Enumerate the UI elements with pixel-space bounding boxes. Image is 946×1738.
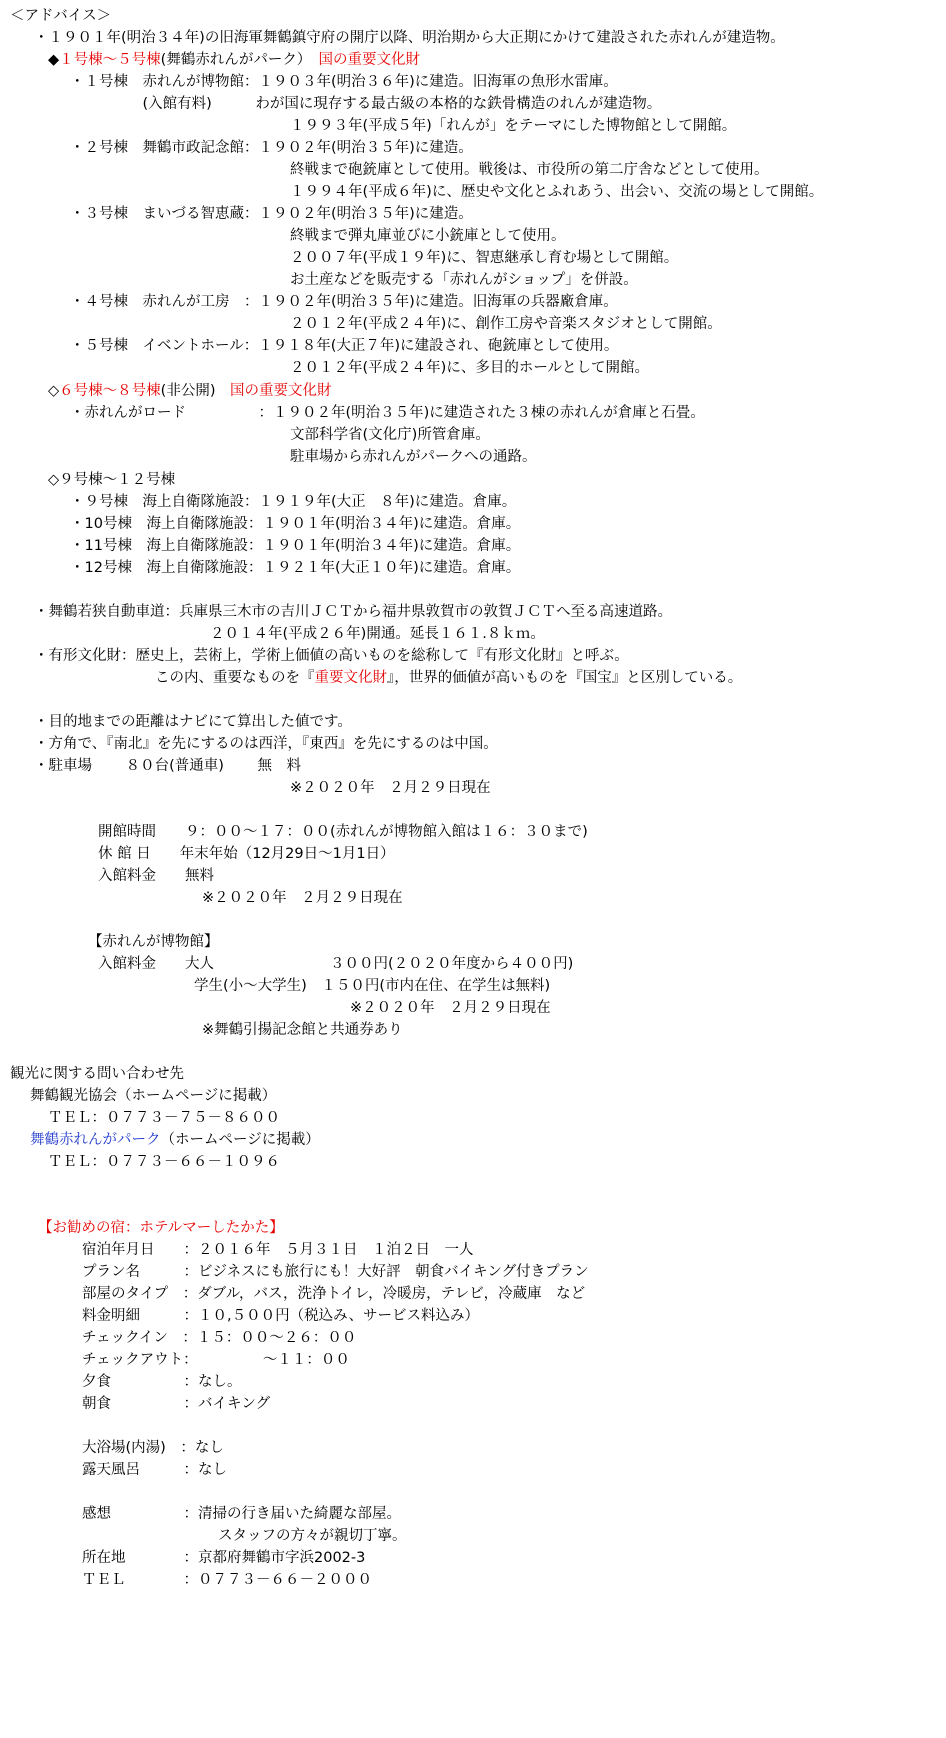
hotel-stay-date [82,1240,474,1260]
museum-heading-segment-0: 【赤れんが博物館】 [88,934,219,950]
parking-line1-segment-0: ・駐車場 ８０台(普通車) 無 料 [34,758,302,774]
building-1-line1 [70,72,618,92]
building-9-segment-0: ・９号棟 海上自衛隊施設：１９１９年(大正 ８年)に建造。倉庫。 [70,494,517,510]
heading-advice-segment-0: ＜アドバイス＞ [10,8,112,24]
red-brick-road-line1 [70,403,705,423]
hotel-outdoor-bath-segment-0: 露天風呂 ：なし [82,1462,227,1478]
building-2-line1 [70,138,473,158]
admission-fee-segment-0: 入館料金 無料 [98,868,214,884]
museum-heading [88,932,219,952]
hotel-dinner [82,1372,242,1392]
hotel-plan-segment-0: プラン名 ：ビジネスにも旅行にも！大好評 朝食バイキング付きプラン [82,1264,589,1280]
closed-days-segment-0: 休 館 日 年末年始（12月29日～1月1日） [98,846,395,862]
hotel-price [82,1306,479,1326]
opening-hours [98,822,588,842]
tangible-property-line2-segment-0: この内、重要なものを『 [155,670,315,686]
hotel-heading-segment-0: 【お勧めの宿：ホテルマーしたかた】 [38,1220,284,1236]
parking-line2-segment-0: ※２０２０年 ２月２９日現在 [290,780,491,796]
parking-line1 [34,756,301,776]
building-5-line1-segment-0: ・５号棟 イベントホール：１９１８年(大正７年)に建設され、砲銃庫として使用。 [70,338,619,354]
tourism-association-segment-0: 舞鶴観光協会（ホームページに掲載） [30,1088,277,1104]
hotel-impression-line2-segment-0: スタッフの方々が親切丁寧。 [218,1528,407,1544]
hotel-heading [38,1218,284,1238]
building-3-line4 [290,270,638,290]
hotel-room-type-segment-0: 部屋のタイプ ：ダブル，バス，洗浄トイレ，冷暖房，テレビ，冷蔵庫 など [82,1286,586,1302]
hotel-room-type [82,1284,585,1304]
tangible-property-line2-segment-1: 重要文化財 [314,670,387,686]
building-1-line3 [290,116,736,136]
building-2-line2 [290,160,769,180]
tourism-association-tel [48,1108,280,1128]
group-6-8-header-segment-3: 国の重要文化財 [229,383,332,399]
building-3-line2-segment-0: 終戦まで弾丸庫並びに小銃庫として使用。 [290,228,566,244]
advice-intro-segment-0: ・１９０１年(明治３４年)の旧海軍舞鶴鎮守府の開庁以降、明治期から大正期にかけて建設された赤れんが建造物。 [34,30,785,46]
hotel-checkin [82,1328,356,1348]
admission-note [202,888,403,908]
building-11-segment-0: ・11号棟 海上自衛隊施設：１９０１年(明治３４年)に建造。倉庫。 [70,538,521,554]
closed-days [98,844,395,864]
red-brick-road-line2 [290,425,490,445]
building-3-line2 [290,226,566,246]
building-5-line2 [290,358,649,378]
expressway-line1 [34,602,672,622]
red-brick-road-line3 [290,447,537,467]
group-9-12-header-segment-0: ◇９号棟～１２号棟 [48,472,176,488]
museum-fee-student [194,976,550,996]
tangible-property-line2-segment-2: 』，世界的価値が高いものを『国宝』と区別している。 [387,670,743,686]
tangible-property-line1-segment-0: ・有形文化財：歴史上，芸術上，学術上価値の高いものを総称して『有形文化財』と呼ぶ。 [34,648,629,664]
hotel-bath-segment-0: 大浴場(内湯) ：なし [82,1440,224,1456]
admission-note-segment-0: ※２０２０年 ２月２９日現在 [202,890,403,906]
museum-fee-student-segment-0: 学生(小～大学生) １５０円(市内在住、在学生は無料) [194,978,551,994]
building-1-line1-segment-0: ・１号棟 赤れんが博物館：１９０３年(明治３６年)に建造。旧海軍の魚形水雷庫。 [70,74,618,90]
building-1-line3-segment-0: １９９３年(平成５年)「れんが」をテーマにした博物館として開館。 [290,118,737,134]
hotel-address [82,1548,365,1568]
building-4-line2 [290,314,722,334]
hotel-impression-line1 [82,1504,401,1524]
building-3-line4-segment-0: お土産などを販売する「赤れんがショップ」を併設。 [290,272,638,288]
building-10-segment-0: ・10号棟 海上自衛隊施設：１９０１年(明治３４年)に建造。倉庫。 [70,516,521,532]
group-6-8-header-segment-1: ６号棟～８号棟 [59,383,161,399]
building-12-segment-0: ・12号棟 海上自衛隊施設：１９２１年(大正１０年)に建造。倉庫。 [70,560,521,576]
museum-ticket-note [202,1020,403,1040]
note-direction [34,734,498,754]
building-1-line2 [70,94,661,114]
building-5-line2-segment-0: ２０１２年(平成２４年)に、多目的ホールとして開館。 [290,360,650,376]
group-6-8-header [48,381,331,401]
building-11 [70,536,520,556]
museum-ticket-note-segment-0: ※舞鶴引揚記念館と共通券あり [202,1022,403,1038]
group-1-5-header-segment-1: １号棟～５号棟 [59,52,161,68]
hotel-tel-segment-0: ＴＥＬ ：０７７３－６６－２０００ [82,1572,372,1588]
hotel-impression-line2 [218,1526,407,1546]
hotel-impression-line1-segment-0: 感想 ：清掃の行き届いた綺麗な部屋。 [82,1506,401,1522]
building-12 [70,558,520,578]
red-brick-park-contact-segment-1: （ホームページに掲載） [160,1132,320,1148]
hotel-tel [82,1570,372,1590]
expressway-line2-segment-0: ２０１４年(平成２６年)開通。延長１６１.８ｋｍ。 [210,626,545,642]
advice-intro [34,28,785,48]
group-6-8-header-segment-0: ◇ [48,383,60,399]
hotel-checkout [82,1350,350,1370]
group-9-12-header [48,470,175,490]
note-distance [34,712,352,732]
hotel-checkout-segment-0: チェックアウト： ～１１：００ [82,1352,350,1368]
group-6-8-header-segment-2: (非公開) [160,383,230,399]
group-1-5-header-segment-0: ◆ [48,52,60,68]
building-3-line1-segment-0: ・３号棟 まいづる智恵蔵：１９０２年(明治３５年)に建造。 [70,206,473,222]
red-brick-park-contact [30,1130,320,1150]
admission-fee [98,866,214,886]
hotel-price-segment-0: 料金明細 ：１０,５００円（税込み、サービス料込み） [82,1308,479,1324]
group-1-5-header-segment-2: (舞鶴赤れんがパーク） [160,52,305,68]
hotel-bath [82,1438,224,1458]
building-4-line1 [70,292,618,312]
opening-hours-segment-0: 開館時間 ９：００～１７：００(赤れんが博物館入館は１６：３０まで) [98,824,588,840]
tourism-inquiry-heading [10,1064,184,1084]
hotel-plan [82,1262,589,1282]
building-2-line1-segment-0: ・２号棟 舞鶴市政記念館：１９０２年(明治３５年)に建造。 [70,140,473,156]
museum-fee-adult [98,954,573,974]
hotel-stay-date-segment-0: 宿泊年月日 ：２０１６年 ５月３１日 １泊２日 一人 [82,1242,474,1258]
hotel-dinner-segment-0: 夕食 ：なし。 [82,1374,242,1390]
building-4-line2-segment-0: ２０１２年(平成２４年)に、創作工房や音楽スタジオとして開館。 [290,316,722,332]
group-1-5-header [48,50,420,70]
hotel-breakfast [82,1394,270,1414]
building-3-line1 [70,204,473,224]
hotel-checkin-segment-0: チェックイン ：１５：００～２６：００ [82,1330,357,1346]
tangible-property-line1 [34,646,629,666]
parking-line2 [290,778,491,798]
building-9 [70,492,516,512]
red-brick-park-contact-segment-0: 舞鶴赤れんがパーク [30,1132,161,1148]
building-2-line2-segment-0: 終戦まで砲銃庫として使用。戦後は、市役所の第二庁舎などとして使用。 [290,162,769,178]
building-2-line3 [290,182,823,202]
building-10 [70,514,520,534]
hotel-breakfast-segment-0: 朝食 ：バイキング [82,1396,271,1412]
red-brick-road-line3-segment-0: 駐車場から赤れんがパークへの通路。 [290,449,537,465]
red-brick-road-line2-segment-0: 文部科学省(文化庁)所管倉庫。 [290,427,490,443]
building-2-line3-segment-0: １９９４年(平成６年)に、歴史や文化とふれあう、出会い、交流の場として開館。 [290,184,824,200]
hotel-address-segment-0: 所在地 ：京都府舞鶴市字浜2002-3 [82,1550,366,1566]
museum-fee-note [350,998,551,1018]
building-1-line2-segment-0: (入館有料) わが国に現存する最古級の本格的な鉄骨構造のれんが建造物。 [70,96,662,112]
museum-fee-note-segment-0: ※２０２０年 ２月２９日現在 [350,1000,551,1016]
museum-fee-adult-segment-0: 入館料金 大人 ３００円(２０２０年度から４００円) [98,956,574,972]
building-3-line3-segment-0: ２００７年(平成１９年)に、智恵継承し育む場として開館。 [290,250,679,266]
note-direction-segment-0: ・方角で、『南北』を先にするのは西洋，『東西』を先にするのは中国。 [34,736,498,752]
heading-advice [10,6,111,26]
tourism-association-tel-segment-0: ＴＥＬ：０７７３－７５－８６００ [48,1110,280,1126]
red-brick-park-tel [48,1152,280,1172]
tourism-inquiry-heading-segment-0: 観光に関する問い合わせ先 [10,1066,184,1082]
building-3-line3 [290,248,678,268]
red-brick-park-tel-segment-0: ＴＥＬ：０７７３－６６－１０９６ [48,1154,280,1170]
expressway-line1-segment-0: ・舞鶴若狭自動車道：兵庫県三木市の吉川ＪＣＴから福井県敦賀市の敦賀ＪＣＴへ至る高速道路。 [34,604,672,620]
building-4-line1-segment-0: ・４号棟 赤れんが工房 ：１９０２年(明治３５年)に建造。旧海軍の兵器廠倉庫。 [70,294,618,310]
tourism-association [30,1086,276,1106]
tangible-property-line2 [155,668,742,688]
note-distance-segment-0: ・目的地までの距離はナビにて算出した値です。 [34,714,352,730]
expressway-line2 [210,624,545,644]
group-1-5-header-segment-3: 国の重要文化財 [304,52,421,68]
hotel-outdoor-bath [82,1460,227,1480]
building-5-line1 [70,336,618,356]
red-brick-road-line1-segment-0: ・赤れんがロード ：１９０２年(明治３５年)に建造された３棟の赤れんが倉庫と石畳。 [70,405,705,421]
